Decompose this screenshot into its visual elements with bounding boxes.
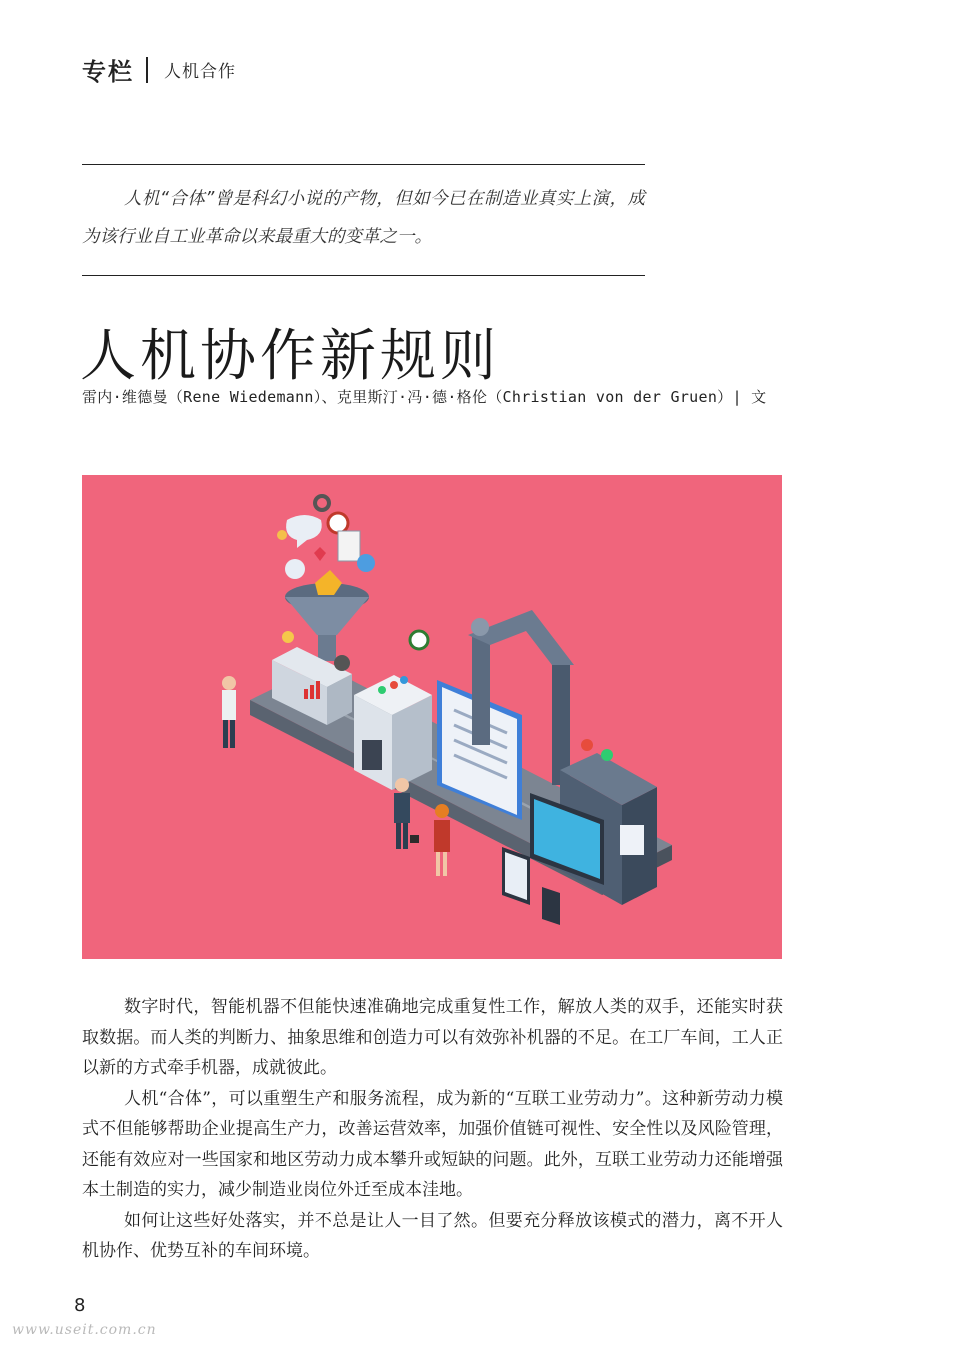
article-body <box>82 992 783 1267</box>
body-paragraph: 如何让这些好处落实，并不总是让人一目了然。但要充分释放该模式的潜力，离不开人机协作、优势互补的车间环境。 <box>82 1210 783 1261</box>
body-paragraph: 数字时代，智能机器不但能快速准确地完成重复性工作，解放人类的双手，还能实时获取数据。而人类的判断力、抽象思维和创造力可以有效弥补机器的不足。在工厂车间，工人正以新的方式牵手机器，成就彼此。 <box>82 997 783 1078</box>
header-divider <box>146 57 148 83</box>
article-title: 人机协作新规则 <box>80 324 500 389</box>
section-label: 专栏 <box>82 58 134 86</box>
body-paragraph: 人机“合体”，可以重塑生产和服务流程，成为新的“互联工业劳动力”。这种新劳动力模式不但能够帮助企业提高生产力，改善运营效率，加强价值链可视性、安全性以及风险管理，还能有效应对一些国家和地区劳动力成本攀升或短缺的问题。此外，互联工业劳动力还能增强本土制造的实力，减少制造业岗位外迁至成本洼地。 <box>82 1088 783 1200</box>
article-byline: 雷内·维德曼（Rene Wiedemann）、克里斯汀·冯·德·格伦（Christian von der Gruen）| 文 <box>82 388 767 406</box>
lead-paragraph: 人机“合体”曾是科幻小说的产物，但如今已在制造业真实上演，成为该行业自工业革命以来最重大的变革之一。 <box>82 189 645 247</box>
lead-top-rule <box>82 164 645 165</box>
page-header <box>82 52 236 87</box>
watermark: www.useit.com.cn <box>12 1322 157 1338</box>
lead-bottom-rule <box>82 275 645 276</box>
illustration <box>82 475 782 959</box>
column-label: 人机合作 <box>164 62 236 82</box>
page-number: 8 <box>74 1295 86 1316</box>
